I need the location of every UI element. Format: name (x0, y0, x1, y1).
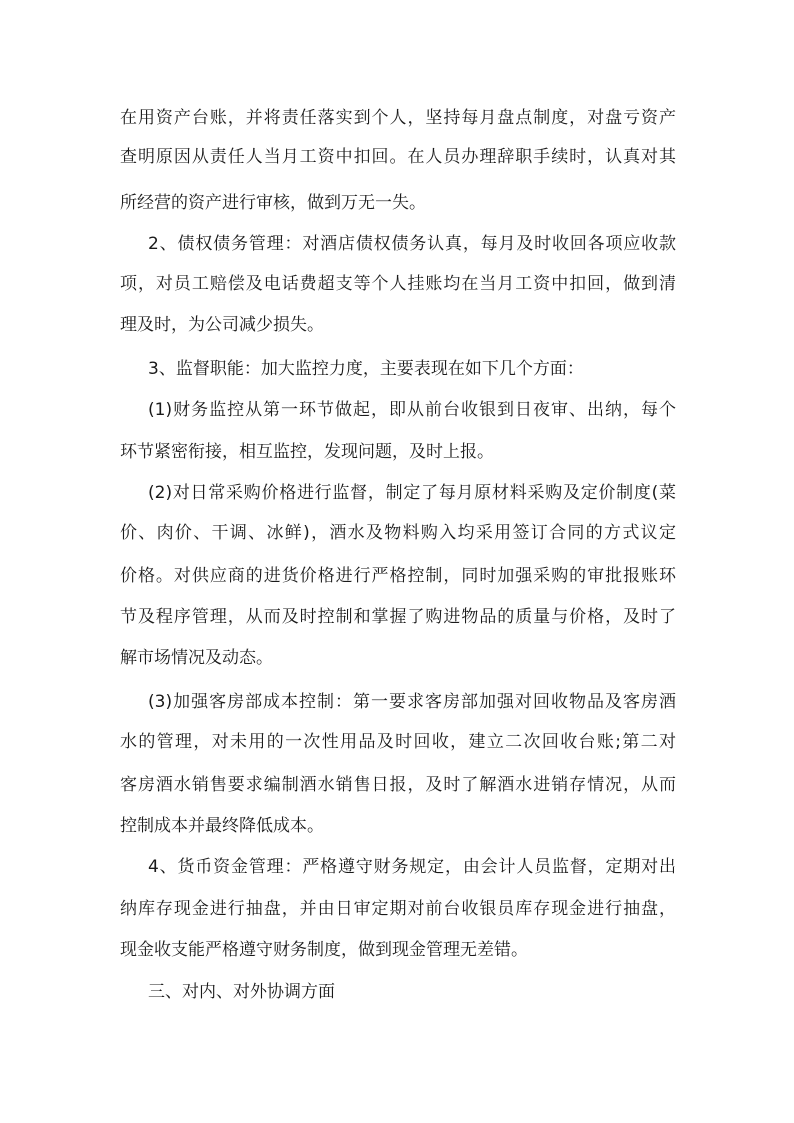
text-line: 查明原因从责任人当月工资中扣回。在人员办理辞职手续时，认真对其 (120, 147, 676, 167)
text-line: 所经营的资产进行审核，做到万无一失。 (120, 193, 426, 213)
text-line: 解市场情况及动态。 (120, 648, 273, 668)
text-line: 水的管理，对未用的一次性用品及时回收，建立二次回收台账;第二对 (120, 732, 676, 752)
text-line: 项，对员工赔偿及电话费超支等个人挂账均在当月工资中扣回，做到清 (120, 274, 676, 294)
paragraph-first-line: (3)加强客房部成本控制：第一要求客房部加强对回收物品及客房酒 (148, 692, 676, 712)
text-line: 控制成本并最终降低成本。 (120, 816, 324, 836)
text-line: 理及时，为公司减少损失。 (120, 315, 324, 335)
paragraph-first-line: (1)财务监控从第一环节做起，即从前台收银到日夜审、出纳，每个 (148, 400, 676, 420)
text-line: 在用资产台账，并将责任落实到个人，坚持每月盘点制度，对盘亏资产 (120, 108, 676, 128)
text-line: 节及程序管理，从而及时控制和掌握了购进物品的质量与价格，及时了 (120, 607, 676, 627)
text-line: 价格。对供应商的进货价格进行严格控制，同时加强采购的审批报账环 (120, 566, 676, 586)
text-line: 现金收支能严格遵守财务制度，做到现金管理无差错。 (120, 940, 528, 960)
paragraph-first-line: 2、债权债务管理：对酒店债权债务认真，每月及时收回各项应收款 (148, 234, 676, 254)
text-line: 价、肉价、干调、冰鲜)，酒水及物料购入均采用签订合同的方式议定 (120, 523, 676, 543)
paragraph-first-line: 3、监督职能：加大监控力度，主要表现在如下几个方面： (148, 359, 584, 379)
paragraph-first-line: (2)对日常采购价格进行监督，制定了每月原材料采购及定价制度(菜 (148, 483, 676, 503)
text-line: 纳库存现金进行抽盘，并由日审定期对前台收银员库存现金进行抽盘， (120, 899, 676, 919)
paragraph-first-line: 4、货币资金管理：严格遵守财务规定，由会计人员监督，定期对出 (148, 857, 676, 877)
text-line: 客房酒水销售要求编制酒水销售日报，及时了解酒水进销存情况，从而 (120, 775, 676, 795)
section-heading: 三、对内、对外协调方面 (148, 982, 335, 1002)
text-line: 环节紧密衔接，相互监控，发现问题，及时上报。 (120, 442, 494, 462)
